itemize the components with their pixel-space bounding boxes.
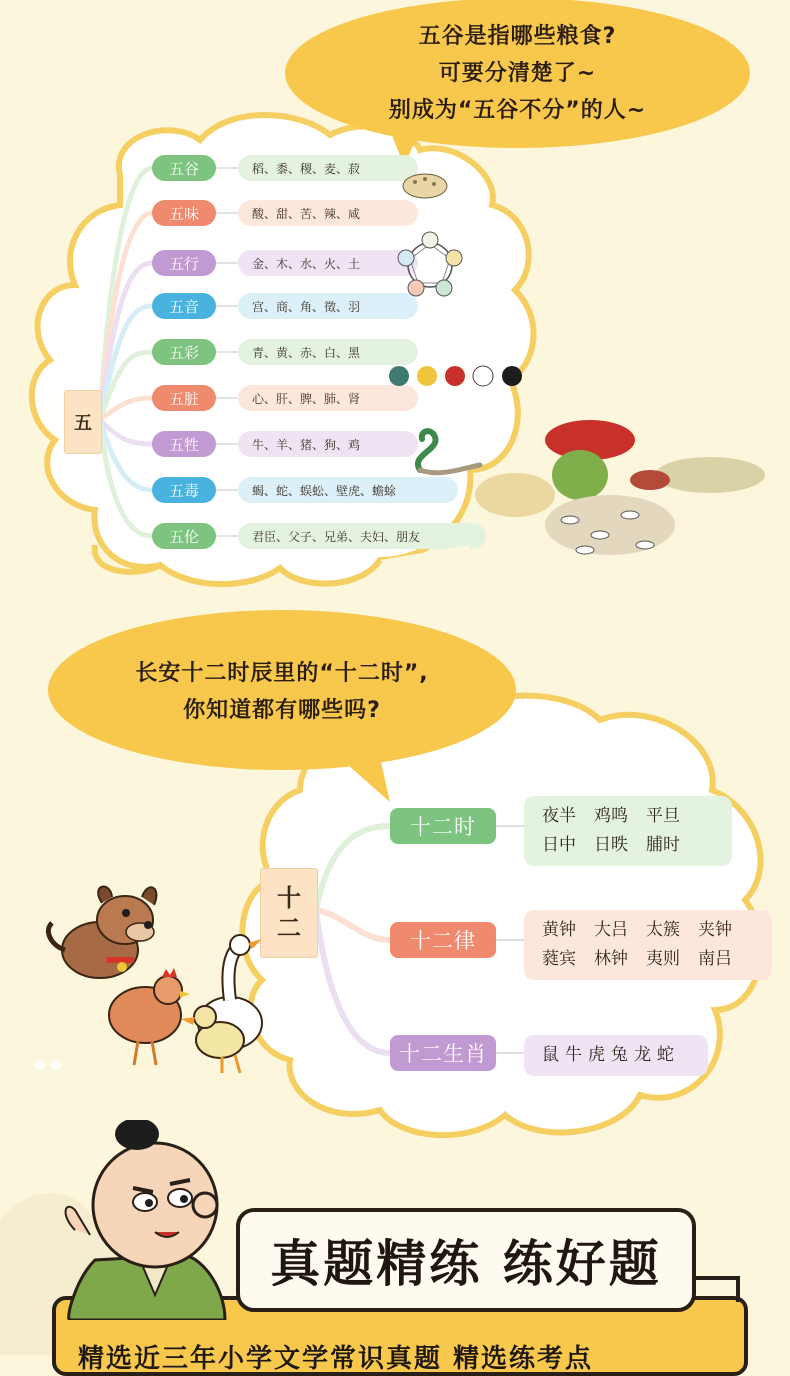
mindmap12-item: 林钟 <box>594 949 628 969</box>
dots-decoration <box>32 1055 72 1075</box>
banner-title-box <box>236 1208 696 1312</box>
bubble-top-line-3: 别成为“五谷不分”的人~ <box>388 98 647 123</box>
mindmap12-items-3 <box>524 1035 708 1076</box>
mindmap12-item: 夹钟 <box>698 920 732 940</box>
mindmap5-items-9: 君臣、父子、兄弟、夫妇、朋友 <box>238 523 486 549</box>
mindmap12-item: 蕤宾 <box>542 949 576 969</box>
mindmap5-category-5: 五彩 <box>152 339 216 365</box>
boy-mascot-illustration <box>55 1120 245 1320</box>
mindmap12-category-3: 十二生肖 <box>390 1035 496 1071</box>
mindmap5-items-7: 牛、羊、猪、狗、鸡 <box>238 431 418 457</box>
mindmap5-items-8: 蝎、蛇、蜈蚣、壁虎、蟾蜍 <box>238 477 458 503</box>
mindmap12-items-line <box>542 945 772 974</box>
mindmap5-root: 五 <box>64 390 102 454</box>
bubble-top-line-2: 可要分清楚了~ <box>438 61 597 86</box>
mindmap12-item: 兔 <box>611 1045 628 1065</box>
mindmap12-item: 牛 <box>565 1045 582 1065</box>
mindmap5-items-1: 稻、黍、稷、麦、菽 <box>238 155 418 181</box>
mindmap5-category-3: 五行 <box>152 250 216 276</box>
mindmap12-item: 平旦 <box>646 806 680 826</box>
mindmap12-item: 大吕 <box>594 920 628 940</box>
mindmap12-items-line <box>542 916 772 945</box>
banner-title: 真题精练 练好题 <box>270 1234 662 1293</box>
bubble-middle-line-2: 你知道都有哪些吗? <box>183 698 381 723</box>
mindmap12-category-2: 十二律 <box>390 922 496 958</box>
mindmap12-item: 日中 <box>542 835 576 855</box>
banner-connector-line <box>690 1270 760 1310</box>
mindmap5-category-2: 五味 <box>152 200 216 226</box>
mindmap12-item: 太簇 <box>646 920 680 940</box>
bubble-top-line-1: 五谷是指哪些粮食? <box>418 24 617 49</box>
mindmap12-item: 鸡鸣 <box>594 806 628 826</box>
mindmap5-items-5: 青、黄、赤、白、黑 <box>238 339 418 365</box>
mindmap12-item: 夜半 <box>542 806 576 826</box>
mindmap12-items-line <box>542 802 732 831</box>
mindmap5-items-2: 酸、甜、苦、辣、咸 <box>238 200 418 226</box>
mindmap12-item: 南吕 <box>698 949 732 969</box>
mindmap5-category-9: 五伦 <box>152 523 216 549</box>
mindmap5-category-4: 五音 <box>152 293 216 319</box>
mindmap12-item: 蛇 <box>657 1045 674 1065</box>
mindmap12-item: 夷则 <box>646 949 680 969</box>
mindmap5-category-7: 五牲 <box>152 431 216 457</box>
mindmap12-items-line <box>542 831 732 860</box>
mindmap5-items-4: 宫、商、角、徵、羽 <box>238 293 418 319</box>
mindmap12-item: 鼠 <box>542 1045 559 1065</box>
mindmap5-category-6: 五脏 <box>152 385 216 411</box>
mindmap12-item: 黄钟 <box>542 920 576 940</box>
mindmap12-items-2 <box>524 910 772 980</box>
mindmap12-root-char-1: 十 <box>277 883 301 912</box>
mindmap12-item: 虎 <box>588 1045 605 1065</box>
bubble-middle-line-1: 长安十二时辰里的“十二时”, <box>135 661 429 686</box>
mindmap12-item: 脯时 <box>646 835 680 855</box>
mindmap12-category-1: 十二时 <box>390 808 496 844</box>
mindmap12-item: 龙 <box>634 1045 651 1065</box>
mindmap5-items-3: 金、木、水、火、土 <box>238 250 418 276</box>
mindmap12-root-char-2: 二 <box>277 913 301 942</box>
mindmap5-items-6: 心、肝、脾、肺、肾 <box>238 385 418 411</box>
animals-illustration <box>30 875 270 1080</box>
mindmap12-items-1 <box>524 796 732 866</box>
banner-subtitle: 精选近三年小学文学常识真题 精选练考点 <box>78 1344 594 1374</box>
mindmap12-items-line <box>542 1041 708 1070</box>
mindmap5-category-1: 五谷 <box>152 155 216 181</box>
mindmap5-category-8: 五毒 <box>152 477 216 503</box>
mindmap12-item: 日昳 <box>594 835 628 855</box>
